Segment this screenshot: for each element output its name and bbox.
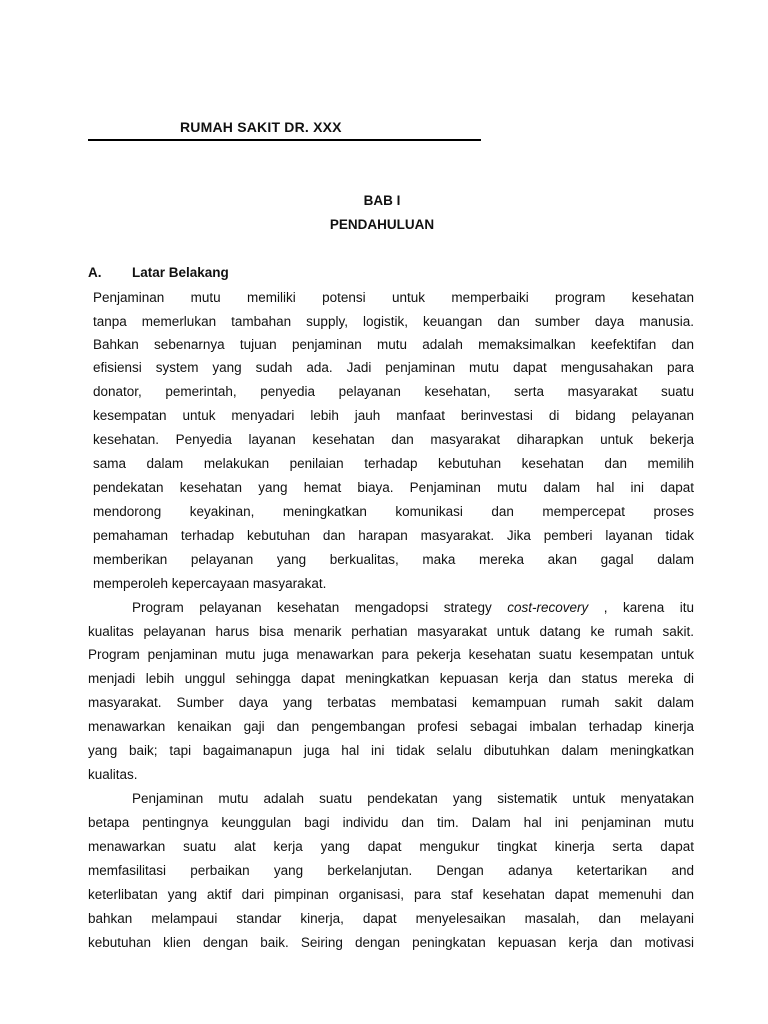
paragraph-line: kualitas. bbox=[88, 767, 138, 782]
paragraph-line: masyarakat. Sumber daya yang terbatas membatasi kemampuan rumah sakit dalam bbox=[88, 695, 694, 710]
paragraph-line: memberikan pelayanan yang berkualitas, maka mereka akan gagal dalam bbox=[93, 552, 694, 567]
paragraph-line: bahkan melampaui standar kinerja, dapat menyelesaikan masalah, dan melayani bbox=[88, 911, 694, 926]
institution-name: RUMAH SAKIT DR. XXX bbox=[180, 119, 342, 135]
paragraph-line: memperoleh kepercayaan masyarakat. bbox=[93, 576, 327, 591]
section-heading bbox=[88, 265, 229, 280]
paragraph-line: memfasilitasi perbaikan yang berkelanjutan. Dengan adanya ketertarikan and bbox=[88, 863, 694, 878]
paragraph-line: menjadi lebih unggul sehingga dapat meningkatkan kepuasan kerja dan status mereka di bbox=[88, 671, 694, 686]
section-title: Latar Belakang bbox=[132, 265, 229, 280]
paragraph-line: pemahaman terhadap kebutuhan dan harapan masyarakat. Jika pemberi layanan tidak bbox=[93, 528, 694, 543]
paragraph-line: kesehatan. Penyedia layanan kesehatan dan masyarakat diharapkan untuk bekerja bbox=[93, 432, 694, 447]
paragraph-line: tanpa memerlukan tambahan supply, logistik, keuangan dan sumber daya manusia. bbox=[93, 314, 694, 329]
paragraph-line: donator, pemerintah, penyedia pelayanan kesehatan, serta masyarakat suatu bbox=[93, 384, 694, 399]
header-divider bbox=[88, 139, 481, 141]
text-run: , karena itu bbox=[603, 600, 694, 615]
paragraph-line: mendorong keyakinan, meningkatkan komunikasi dan mempercepat proses bbox=[93, 504, 694, 519]
paragraph-line: Penjaminan mutu memiliki potensi untuk memperbaiki program kesehatan bbox=[93, 290, 694, 305]
text-run: Program pelayanan kesehatan mengadopsi strategy bbox=[132, 600, 492, 615]
paragraph-line: menawarkan suatu alat kerja yang dapat mengukur tingkat kinerja serta dapat bbox=[88, 839, 694, 854]
paragraph-line: betapa pentingnya keunggulan bagi individu dan tim. Dalam hal ini penjaminan mutu bbox=[88, 815, 694, 830]
paragraph-line: pendekatan kesehatan yang hemat biaya. Penjaminan mutu dalam hal ini dapat bbox=[93, 480, 694, 495]
paragraph-line: kebutuhan klien dengan baik. Seiring dengan peningkatan kepuasan kerja dan motivasi bbox=[88, 935, 694, 950]
paragraph-first-line bbox=[132, 599, 694, 616]
paragraph-line: kualitas pelayanan harus bisa menarik perhatian masyarakat untuk datang ke rumah sakit. bbox=[88, 624, 694, 639]
italic-term: cost-recovery bbox=[507, 600, 589, 615]
section-letter: A. bbox=[88, 265, 102, 280]
paragraph-line: efisiensi system yang sudah ada. Jadi penjaminan mutu dapat mengusahakan para bbox=[93, 360, 694, 375]
paragraph-line: sama dalam melakukan penilaian terhadap kebutuhan kesehatan dan memilih bbox=[93, 456, 694, 471]
paragraph-first-line: Penjaminan mutu adalah suatu pendekatan yang sistematik untuk menyatakan bbox=[132, 791, 694, 806]
paragraph-line: menawarkan kenaikan gaji dan pengembangan profesi sebagai imbalan terhadap kinerja bbox=[88, 719, 694, 734]
chapter-title: PENDAHULUAN bbox=[329, 217, 435, 232]
chapter-number: BAB I bbox=[363, 193, 401, 208]
paragraph-line: keterlibatan yang aktif dari pimpinan organisasi, para staf kesehatan dapat memenuhi dan bbox=[88, 887, 694, 902]
paragraph-line: yang baik; tapi bagaimanapun juga hal ini tidak selalu dibutuhkan dalam meningkatkan bbox=[88, 743, 694, 758]
paragraph-line: kesempatan untuk menyadari lebih jauh manfaat berinvestasi di bidang pelayanan bbox=[93, 408, 694, 423]
paragraph-line: Bahkan sebenarnya tujuan penjaminan mutu adalah memaksimalkan keefektifan dan bbox=[93, 337, 694, 352]
paragraph-line: Program penjaminan mutu juga menawarkan para pekerja kesehatan suatu kesempatan untuk bbox=[88, 647, 694, 662]
